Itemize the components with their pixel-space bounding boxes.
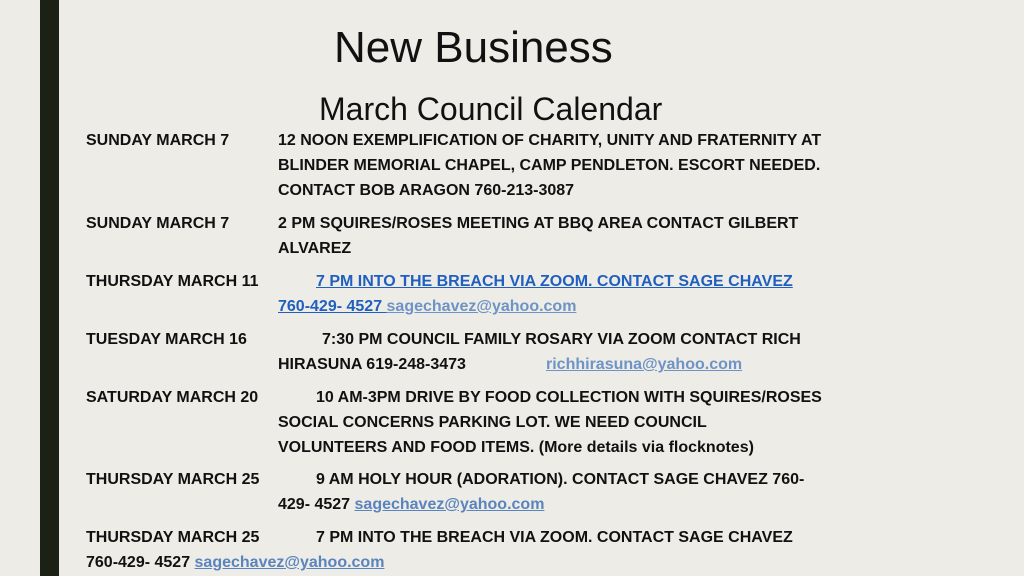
event-day: SUNDAY MARCH 7 [86, 215, 230, 232]
event-line: 10 AM-3PM DRIVE BY FOOD COLLECTION WITH SQUIRES/ROSES [316, 389, 822, 406]
event-day: THURSDAY MARCH 25 [86, 471, 260, 488]
event-line: CONTACT BOB ARAGON 760-213-3087 [278, 182, 575, 199]
email-link[interactable]: sagechavez@yahoo.com [386, 298, 577, 315]
event-line: 12 NOON EXEMPLIFICATION OF CHARITY, UNITY AND FRATERNITY AT [278, 132, 822, 149]
email-link[interactable]: richhirasuna@yahoo.com [546, 356, 743, 373]
event-line: 2 PM SQUIRES/ROSES MEETING AT BBQ AREA CONTACT GILBERT [278, 215, 799, 232]
email-link[interactable]: sagechavez@yahoo.com [354, 496, 545, 513]
event-day: TUESDAY MARCH 16 [86, 331, 247, 348]
event-line: BLINDER MEMORIAL CHAPEL, CAMP PENDLETON. ESCORT NEEDED. [278, 157, 821, 174]
event-line: 7 PM INTO THE BREACH VIA ZOOM. CONTACT SAGE CHAVEZ [316, 529, 793, 546]
event-line: VOLUNTEERS AND FOOD ITEMS. (More details via flocknotes) [278, 439, 754, 456]
slide-accent-bar [40, 0, 59, 576]
event-line [86, 551, 384, 576]
event-day: SUNDAY MARCH 7 [86, 132, 230, 149]
event-link[interactable]: 7 PM INTO THE BREACH VIA ZOOM. CONTACT SAGE CHAVEZ [316, 273, 793, 290]
event-day: THURSDAY MARCH 11 [86, 273, 259, 290]
event-line: SOCIAL CONCERNS PARKING LOT. WE NEED COUNCIL [278, 414, 707, 431]
event-line: ALVAREZ [278, 240, 352, 257]
phone-link[interactable]: 760-429- 4527 [278, 298, 387, 315]
event-line: HIRASUNA 619-248-3473 [278, 356, 466, 373]
event-line: 7:30 PM COUNCIL FAMILY ROSARY VIA ZOOM CONTACT RICH [322, 331, 801, 348]
slide-subtitle: March Council Calendar [319, 91, 663, 127]
event-day: THURSDAY MARCH 25 [86, 529, 260, 546]
event-day: SATURDAY MARCH 20 [86, 389, 259, 406]
email-link[interactable]: sagechavez@yahoo.com [194, 554, 385, 571]
event-line [278, 295, 576, 320]
event-line: 9 AM HOLY HOUR (ADORATION). CONTACT SAGE CHAVEZ 760- [316, 471, 805, 488]
slide-title: New Business [334, 23, 613, 72]
phone-text: 429- 4527 [278, 496, 355, 513]
event-line [278, 493, 544, 518]
phone-text: 760-429- 4527 [86, 554, 195, 571]
